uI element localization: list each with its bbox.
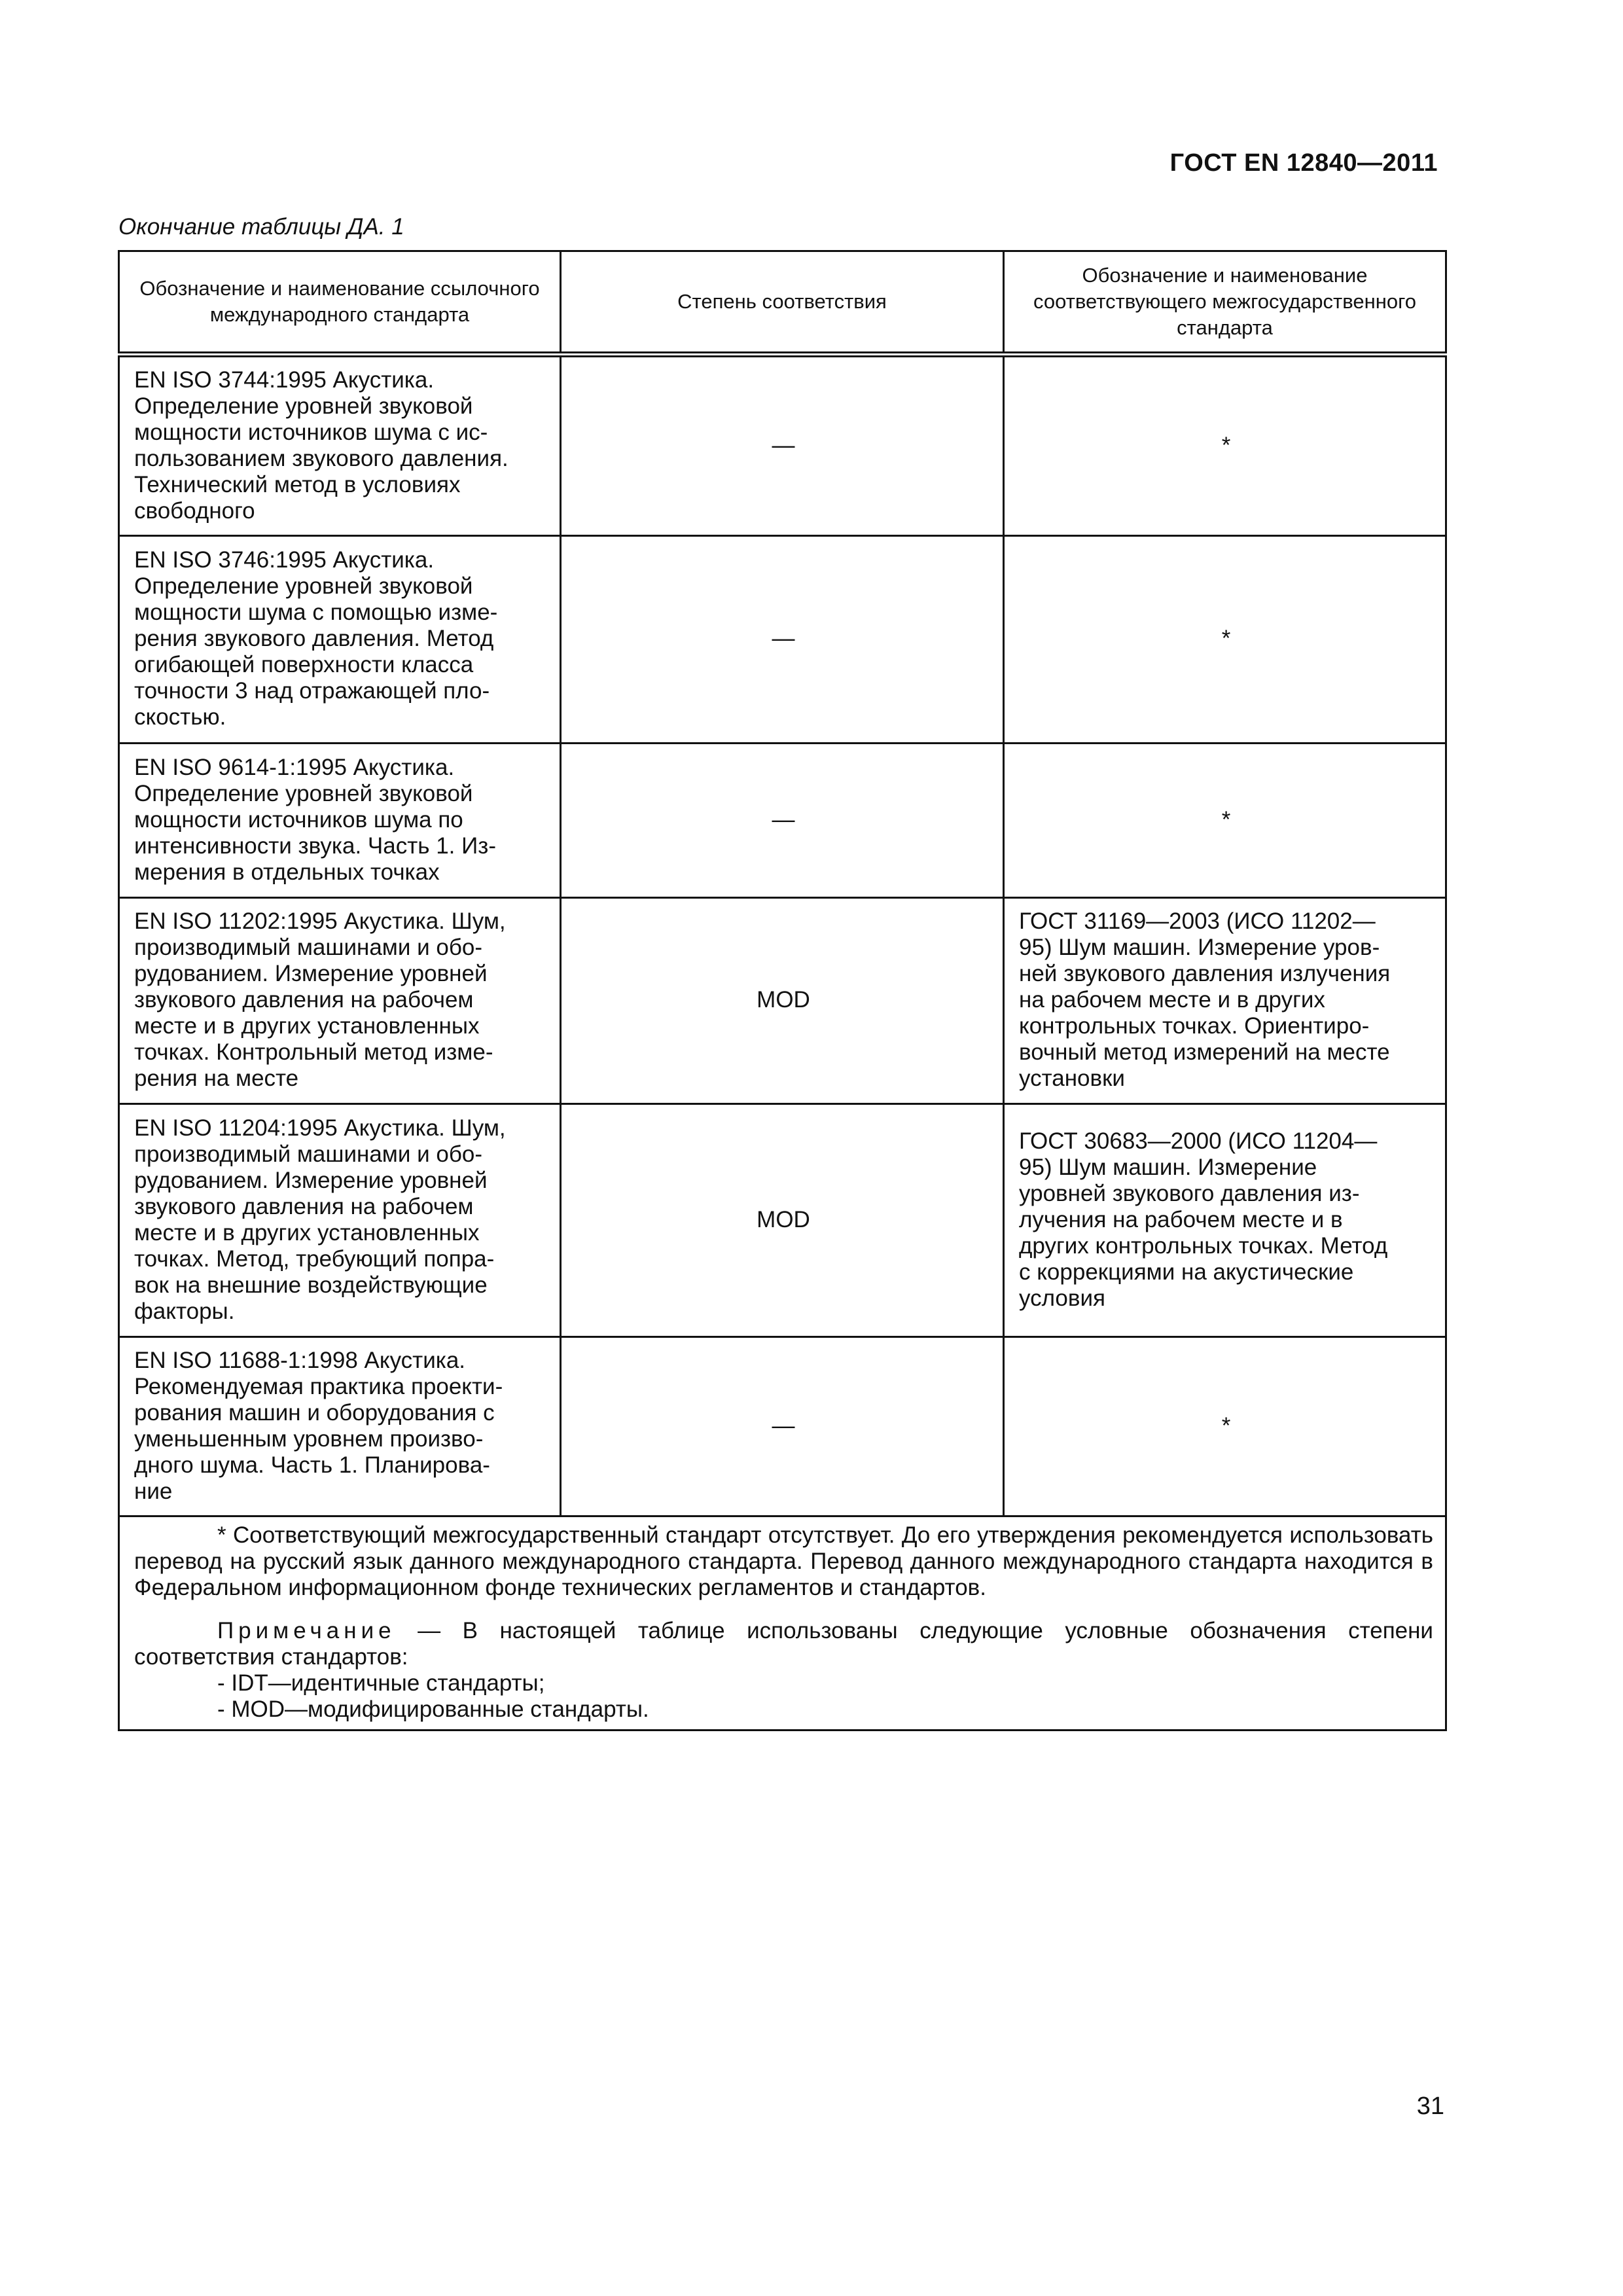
reference-standard-cell: EN ISO 3746:1995 Акустика. Определение уровней звуковой мощности шума с помощью изме- рения звукового давления. Метод огибающей поверхности класса точности 3 над отражающей пло- скостью. [119, 536, 561, 744]
degree-cell: — [561, 744, 1004, 898]
interstate-standard-cell: * [1004, 355, 1446, 536]
table-footer [119, 1516, 1446, 1731]
note-label: Примечание [217, 1618, 396, 1643]
note [134, 1618, 1433, 1670]
reference-standard-cell: EN ISO 11688-1:1998 Акустика. Рекомендуемая практика проекти- рования машин и оборудования с уменьшенным уровнем произво- дного шума. Часть 1. Планирова- ние [119, 1337, 561, 1516]
column-header-reference-standard: Обозначение и наименование ссылочного международного стандарта [119, 251, 561, 355]
degree-cell: MOD [561, 1104, 1004, 1337]
degree-cell: MOD [561, 898, 1004, 1104]
degree-cell: — [561, 1337, 1004, 1516]
page-number: 31 [1416, 2092, 1444, 2120]
table-row [119, 1104, 1446, 1337]
reference-standard-cell: EN ISO 3744:1995 Акустика. Определение уровней звуковой мощности источников шума с ис- пользованием звукового давления. Технический метод в условиях свободного [119, 355, 561, 536]
table-row [119, 536, 1446, 744]
document-code: ГОСТ EN 12840—2011 [1169, 149, 1438, 177]
interstate-standard-cell: ГОСТ 31169—2003 (ИСО 11202— 95) Шум машин. Измерение уров- ней звукового давления излучения на рабочем месте и в других контрольных точках. Ориентиро- вочный метод измерений на месте установки [1004, 898, 1446, 1104]
reference-standard-cell: EN ISO 11204:1995 Акустика. Шум, производимый машинами и обо- рудованием. Измерение уровней звукового давления на рабочем месте и в других установленных точках. Метод, требующий попра- вок на внешние воздействующие факторы. [119, 1104, 561, 1337]
reference-standard-cell: EN ISO 9614-1:1995 Акустика. Определение уровней звуковой мощности источников шума по интенсивности звука. Часть 1. Из- мерения в отдельных точках [119, 744, 561, 898]
table-row [119, 744, 1446, 898]
standards-correspondence-table [118, 250, 1447, 1731]
reference-standard-cell: EN ISO 11202:1995 Акустика. Шум, производимый машинами и обо- рудованием. Измерение уровней звукового давления на рабочем месте и в других установленных точках. Контрольный метод изме- рения на месте [119, 898, 561, 1104]
degree-cell: — [561, 355, 1004, 536]
column-header-interstate-standard: Обозначение и наименование соответствующего межгосударственного стандарта [1004, 251, 1446, 355]
footnote: * Соответствующий межгосударственный стандарт отсутствует. До его утверждения рекомендуется использовать перевод на русский язык данного международного стандарта. Перевод данного международного стандарта находится в Федеральном информационном фонде технических регламентов и стандартов. [134, 1522, 1433, 1600]
table-row [119, 1337, 1446, 1516]
interstate-standard-cell: * [1004, 1337, 1446, 1516]
table-footer-row [119, 1516, 1446, 1731]
interstate-standard-cell: * [1004, 744, 1446, 898]
table-header-row [119, 251, 1446, 355]
table-row [119, 355, 1446, 536]
table-row [119, 898, 1446, 1104]
interstate-standard-cell: * [1004, 536, 1446, 744]
degree-cell: — [561, 536, 1004, 744]
note-text: — В настоящей таблице использованы следующие условные обозначения степени соответствия стандартов: [134, 1618, 1433, 1670]
note-list-item: - IDT—идентичные стандарты; [217, 1670, 545, 1696]
interstate-standard-cell: ГОСТ 30683—2000 (ИСО 11204— 95) Шум машин. Измерение уровней звукового давления из- лучения на рабочем месте и в других контрольных точках. Метод с коррекциями на акустические условия [1004, 1104, 1446, 1337]
note-list-item: - MOD—модифицированные стандарты. [217, 1696, 649, 1722]
table-caption: Окончание таблицы ДА. 1 [118, 214, 404, 240]
column-header-degree: Степень соответствия [561, 251, 1004, 355]
